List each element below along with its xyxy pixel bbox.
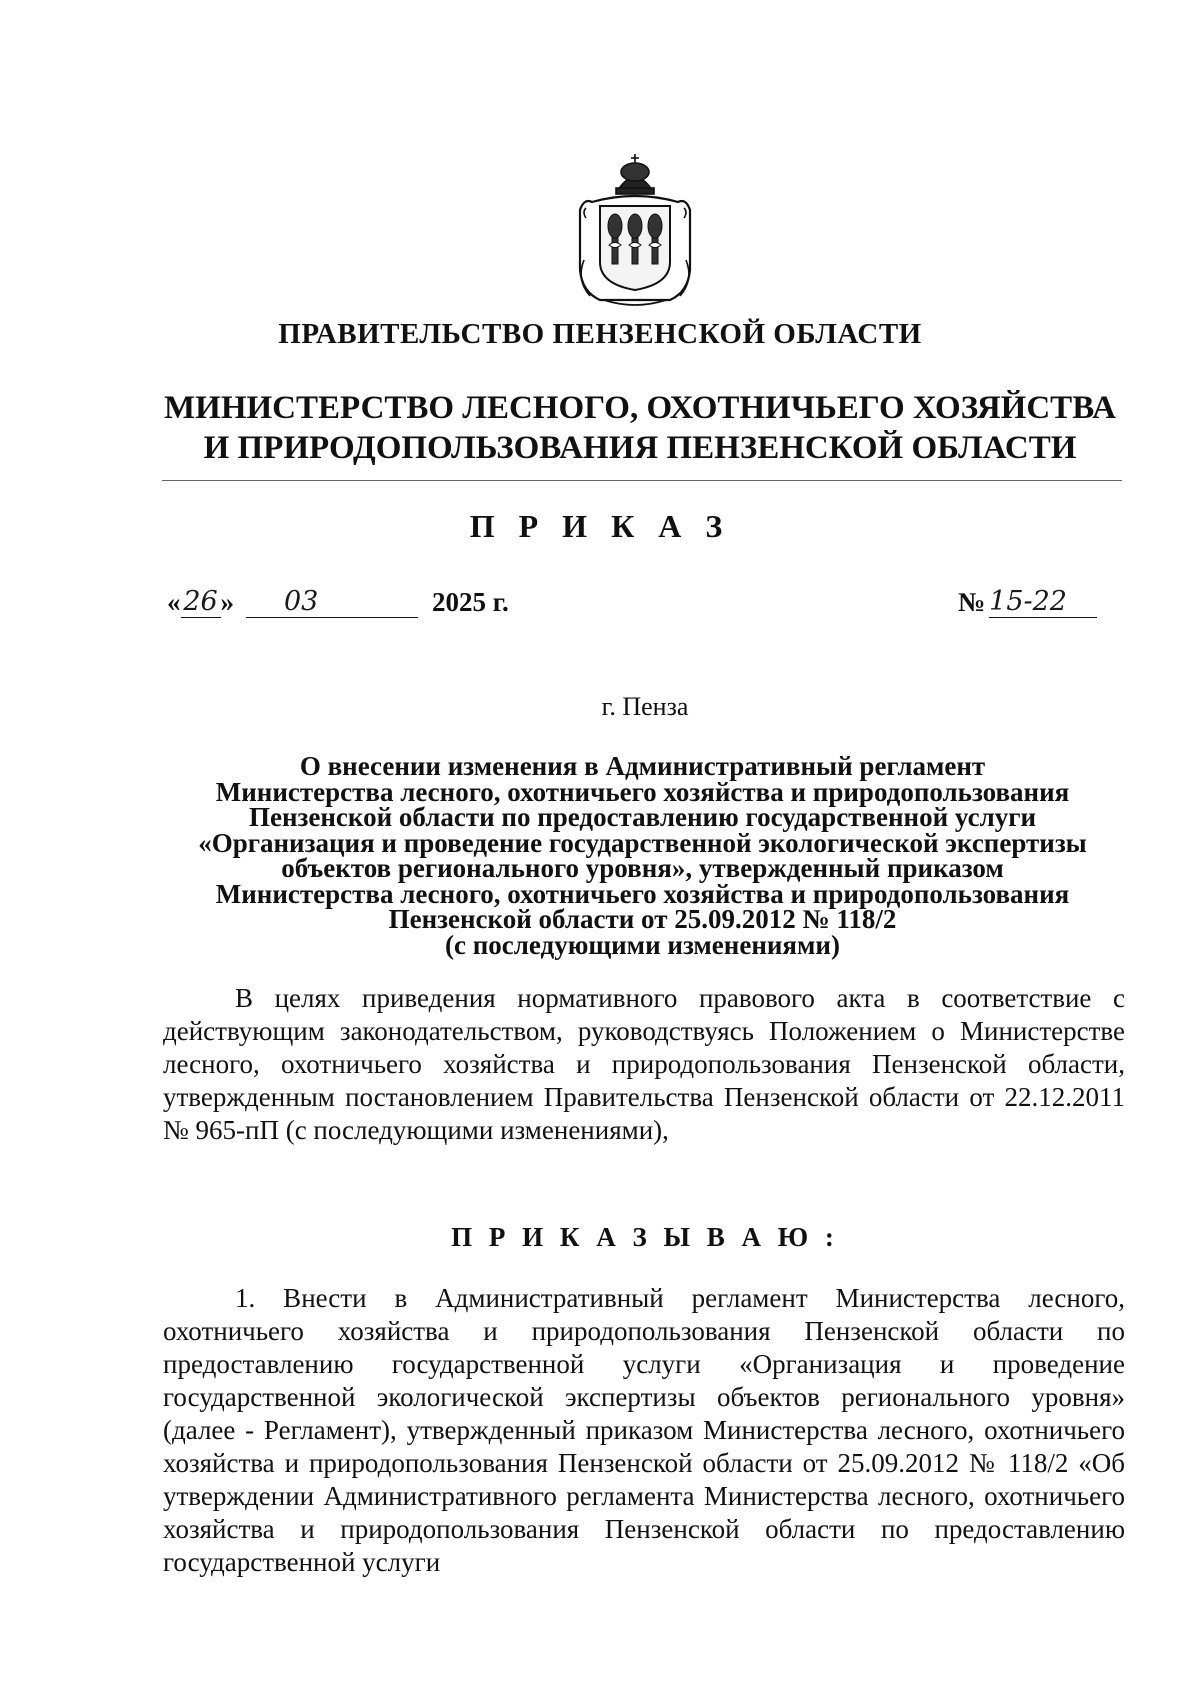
order-number [958, 586, 1097, 618]
paragraph-point-1: 1. Внести в Административный регламент Министерства лесного, охотничьего хозяйства и природопользования Пензенской области по предоставлению государственной услуги «Организация и проведение государственной экологической экспертизы объектов регионального уровня» (далее - Регламент), утвержденный приказом Министерства лесного, охотничьего хозяйства и природопользования Пензенской области от 25.09.2012 № 118/2 «Об утверждении Административного регламента Министерства лесного, охотничьего хозяйства и природопользования Пензенской области по предоставлению государственной услуги [163, 1283, 1125, 1577]
ministry-title [150, 388, 1130, 468]
date-close-quote: » [220, 587, 234, 617]
subject-line: Пензенской области от 25.09.2012 № 118/2 [388, 904, 897, 934]
pensa-region-coat-of-arms-icon [570, 150, 700, 310]
header-divider [162, 480, 1122, 481]
subject-line: (с последующими изменениями) [445, 929, 840, 960]
date-year: 2025 г. [432, 587, 509, 617]
order-subject [150, 751, 1135, 960]
city-label: г. Пенза [601, 692, 689, 721]
document-type-title: П Р И К А З [469, 508, 731, 544]
command-heading: П Р И К А З Ы В А Ю : [451, 1222, 839, 1252]
date-open-quote: « [167, 587, 181, 617]
ministry-title-line-2: И ПРИРОДОПОЛЬЗОВАНИЯ ПЕНЗЕНСКОЙ ОБЛАСТИ [203, 430, 1077, 466]
subject-line: Министерства лесного, охотничьего хозяйства и природопользования [215, 878, 1070, 909]
subject-line: «Организация и проведение государственной экологической экспертизы [198, 827, 1087, 858]
subject-line: Пензенской области по предоставлению государственной услуги [248, 802, 1037, 832]
order-date [167, 586, 509, 618]
number-prefix: № [958, 587, 986, 617]
subject-line: О внесении изменения в Административный регламент [299, 751, 986, 781]
date-month: 03 [246, 586, 418, 618]
ministry-title-line-1: МИНИСТЕРСТВО ЛЕСНОГО, ОХОТНИЧЬЕГО ХОЗЯЙСТВА [164, 390, 1116, 426]
government-title: ПРАВИТЕЛЬСТВО ПЕНЗЕНСКОЙ ОБЛАСТИ [278, 318, 922, 350]
intro-paragraph: В целях приведения нормативного правового акта в соответствие с действующим законодательством, руководствуясь Положением о Министерстве лесного, охотничьего хозяйства и природопользования Пензенской области, утвержденным постановлением Правительства Пензенской области от 22.12.2011 № 965-пП (с последующими изменениями), [163, 983, 1125, 1145]
subject-line: объектов регионального уровня», утвержденный приказом [281, 853, 1004, 883]
subject-line: Министерства лесного, охотничьего хозяйства и природопользования [215, 776, 1070, 807]
number-value: 15-22 [989, 586, 1097, 618]
date-day: 26 [181, 586, 221, 618]
